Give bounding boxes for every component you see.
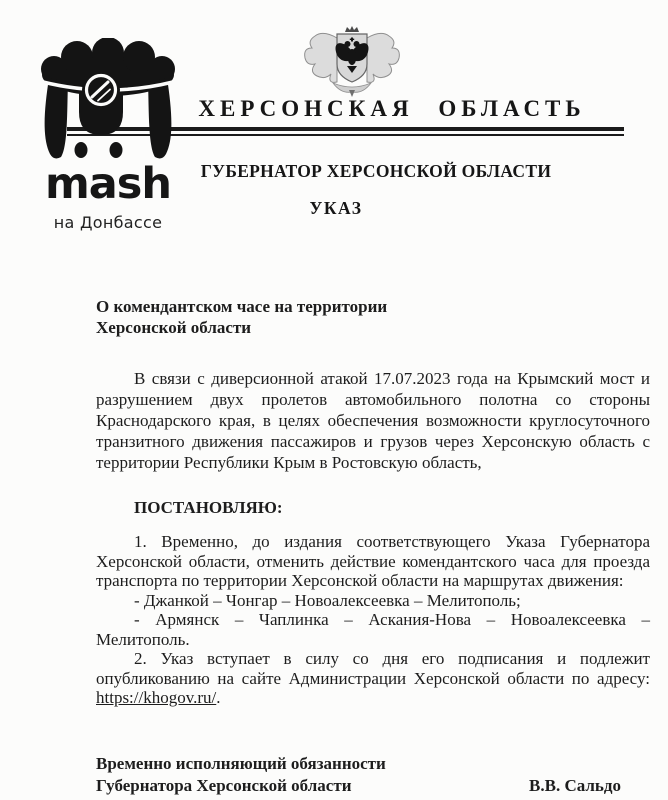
region-title: ХЕРСОНСКАЯ ОБЛАСТЬ [198, 96, 586, 121]
signature-block [96, 753, 650, 797]
text-line: В связи с диверсионной атакой 17.07.2023 года на Крымский мост и [134, 369, 650, 388]
text-line: Херсонской области, отменить действие комендантского часа для проезда [96, 551, 650, 571]
document-body [96, 296, 650, 797]
text-line: - Джанкой – Чонгар – Новоалексеевка – Мелитополь; [134, 590, 521, 610]
preamble-paragraph [96, 368, 650, 473]
text-line: 2. Указ вступает в силу со дня его подписания и подлежит [134, 649, 650, 668]
authority-title: ГУБЕРНАТОР ХЕРСОНСКОЙ ОБЛАСТИ [200, 161, 552, 181]
text-line: территории Республики Крым в Ростовскую область, [96, 453, 482, 472]
mash-tagline: на Донбассе [53, 213, 163, 232]
resolution-heading: ПОСТАНОВЛЯЮ: [134, 498, 283, 517]
text-line: разрушением двух пролетов автомобильного полотна со стороны [96, 390, 650, 409]
text-line: https://khogov.ru/. [96, 688, 221, 707]
document-url-link[interactable]: https://khogov.ru/ [96, 688, 217, 707]
signatory-name: В.В. Сальдо [529, 775, 621, 795]
signatory-position [96, 753, 386, 797]
resolution-paragraphs [96, 532, 650, 708]
text-line: 1. Временно, до издания соответствующего Указа Губернатора [134, 532, 650, 551]
kherson-coat-of-arms-icon [299, 26, 405, 98]
text-line: транспорта по территории Херсонской области на маршрутах движения: [96, 571, 624, 590]
mash-helmet-logo-icon [37, 38, 179, 169]
text-line: Краснодарского края, в целях обеспечения возможности круглосуточного [96, 411, 650, 430]
text-line: Мелитополь. [96, 629, 190, 649]
text-line: - Армянск – Чаплинка – Аскания-Нова – Новоалексеевка – [134, 610, 650, 629]
document-type-heading: УКАЗ [309, 198, 363, 218]
document-subject [96, 296, 650, 338]
mash-wordmark: mash [44, 159, 172, 209]
text-line: О комендантском часе на территории [96, 297, 388, 316]
text-line: Херсонской области [96, 318, 252, 337]
text-line: Временно исполняющий обязанности [96, 753, 386, 773]
text-line: Губернатора Херсонской области [96, 775, 352, 795]
text-line: транзитного движения пассажиров и грузов через Херсонскую область с [96, 432, 650, 451]
text-line: опубликованию на сайте Администрации Херсонской области по адресу: [96, 668, 650, 688]
